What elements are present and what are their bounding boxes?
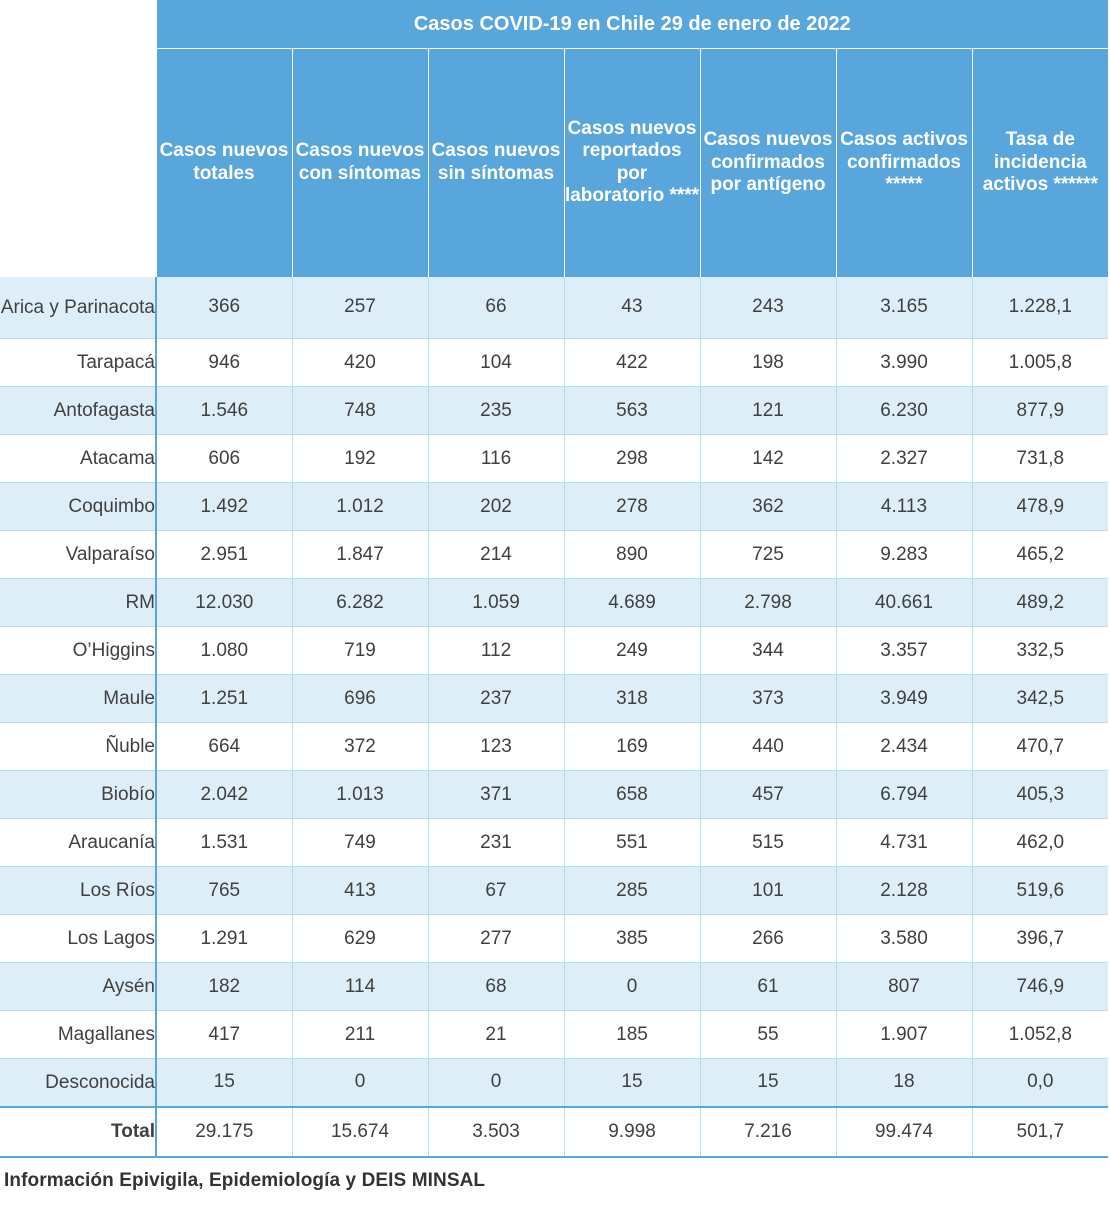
table-cell: 342,5 [972, 675, 1108, 723]
title-row [0, 0, 1108, 49]
table-cell: 112 [428, 627, 564, 675]
table-row [0, 867, 1108, 915]
table-cell: 243 [700, 277, 836, 339]
table-cell: 664 [156, 723, 292, 771]
table-cell: 185 [564, 1011, 700, 1059]
table-cell: 15 [564, 1059, 700, 1107]
table-cell: 278 [564, 483, 700, 531]
table-cell: 3.949 [836, 675, 972, 723]
source-note: Información Epivigila, Epidemiología y DEIS MINSAL [4, 1169, 486, 1191]
table-cell: 746,9 [972, 963, 1108, 1011]
table-cell: 417 [156, 1011, 292, 1059]
table-cell: 1.013 [292, 771, 428, 819]
table-row [0, 531, 1108, 579]
table-cell: 470,7 [972, 723, 1108, 771]
row-header-region: O’Higgins [0, 627, 156, 675]
table-cell: 114 [292, 963, 428, 1011]
table-row [0, 1059, 1108, 1107]
table-cell: 3.580 [836, 915, 972, 963]
table-row [0, 387, 1108, 435]
table-cell: 465,2 [972, 531, 1108, 579]
row-header-region: Antofagasta [0, 387, 156, 435]
table-cell: 1.251 [156, 675, 292, 723]
row-header-region: Arica y Parinacota [0, 277, 156, 339]
table-cell: 373 [700, 675, 836, 723]
total-cell: 15.674 [292, 1107, 428, 1157]
table-cell: 1.907 [836, 1011, 972, 1059]
table-cell: 55 [700, 1011, 836, 1059]
table-cell: 116 [428, 435, 564, 483]
table-cell: 235 [428, 387, 564, 435]
row-header-region: Aysén [0, 963, 156, 1011]
table-cell: 462,0 [972, 819, 1108, 867]
row-header-region: RM [0, 579, 156, 627]
total-cell: 7.216 [700, 1107, 836, 1157]
table-cell: 1.012 [292, 483, 428, 531]
table-row [0, 627, 1108, 675]
row-header-region: Valparaíso [0, 531, 156, 579]
table-cell: 719 [292, 627, 428, 675]
column-header-row [0, 49, 1108, 277]
table-cell: 318 [564, 675, 700, 723]
table-cell: 266 [700, 915, 836, 963]
total-row [0, 1107, 1108, 1157]
table-cell: 61 [700, 963, 836, 1011]
table-cell: 67 [428, 867, 564, 915]
table-cell: 12.030 [156, 579, 292, 627]
column-header-casos-activos-confirmados: Casos activos confirmados ***** [836, 49, 972, 277]
table-cell: 1.546 [156, 387, 292, 435]
table-cell: 1.059 [428, 579, 564, 627]
table-cell: 101 [700, 867, 836, 915]
table-cell: 457 [700, 771, 836, 819]
row-header-region: Biobío [0, 771, 156, 819]
table-cell: 0 [428, 1059, 564, 1107]
table-cell: 169 [564, 723, 700, 771]
total-cell: 29.175 [156, 1107, 292, 1157]
table-cell: 3.165 [836, 277, 972, 339]
table-row [0, 339, 1108, 387]
table-cell: 18 [836, 1059, 972, 1107]
column-header-casos-nuevos-sin-sintomas: Casos nuevos sin síntomas [428, 49, 564, 277]
table-cell: 0,0 [972, 1059, 1108, 1107]
table-cell: 40.661 [836, 579, 972, 627]
table-cell: 405,3 [972, 771, 1108, 819]
table-cell: 2.434 [836, 723, 972, 771]
table-cell: 192 [292, 435, 428, 483]
table-row [0, 819, 1108, 867]
table-row [0, 723, 1108, 771]
table-cell: 43 [564, 277, 700, 339]
table-cell: 1.228,1 [972, 277, 1108, 339]
table-row [0, 1011, 1108, 1059]
table-cell: 123 [428, 723, 564, 771]
table-cell: 658 [564, 771, 700, 819]
table-cell: 3.990 [836, 339, 972, 387]
table-cell: 1.847 [292, 531, 428, 579]
row-header-region: Atacama [0, 435, 156, 483]
table-cell: 749 [292, 819, 428, 867]
table-cell: 696 [292, 675, 428, 723]
table-row [0, 675, 1108, 723]
table-cell: 946 [156, 339, 292, 387]
table-cell: 396,7 [972, 915, 1108, 963]
table-cell: 731,8 [972, 435, 1108, 483]
total-cell: 3.503 [428, 1107, 564, 1157]
table-cell: 725 [700, 531, 836, 579]
table-cell: 1.052,8 [972, 1011, 1108, 1059]
table-cell: 2.128 [836, 867, 972, 915]
table-cell: 606 [156, 435, 292, 483]
table-cell: 68 [428, 963, 564, 1011]
table-cell: 142 [700, 435, 836, 483]
table-cell: 198 [700, 339, 836, 387]
table-cell: 563 [564, 387, 700, 435]
table-cell: 9.283 [836, 531, 972, 579]
table-cell: 249 [564, 627, 700, 675]
table-cell: 0 [292, 1059, 428, 1107]
table-cell: 440 [700, 723, 836, 771]
row-header-region: Los Ríos [0, 867, 156, 915]
row-header-region: Ñuble [0, 723, 156, 771]
column-header-casos-nuevos-confirmados-por-antigeno: Casos nuevos confirmados por antígeno [700, 49, 836, 277]
corner-cell [0, 0, 156, 49]
table-cell: 890 [564, 531, 700, 579]
table-cell: 2.042 [156, 771, 292, 819]
column-header-casos-nuevos-con-sintomas: Casos nuevos con síntomas [292, 49, 428, 277]
table-cell: 182 [156, 963, 292, 1011]
table-cell: 385 [564, 915, 700, 963]
table-cell: 237 [428, 675, 564, 723]
row-header-region: Maule [0, 675, 156, 723]
table-cell: 6.282 [292, 579, 428, 627]
table-row [0, 963, 1108, 1011]
row-header-region: Tarapacá [0, 339, 156, 387]
table-cell: 0 [564, 963, 700, 1011]
table-cell: 202 [428, 483, 564, 531]
table-cell: 489,2 [972, 579, 1108, 627]
table-cell: 371 [428, 771, 564, 819]
table-cell: 214 [428, 531, 564, 579]
table-cell: 629 [292, 915, 428, 963]
table-cell: 231 [428, 819, 564, 867]
row-header-region: Coquimbo [0, 483, 156, 531]
table-cell: 372 [292, 723, 428, 771]
table-row [0, 277, 1108, 339]
table-cell: 420 [292, 339, 428, 387]
table-cell: 257 [292, 277, 428, 339]
table-cell: 21 [428, 1011, 564, 1059]
row-header-region: Los Lagos [0, 915, 156, 963]
table-body [0, 277, 1108, 1157]
table-row [0, 483, 1108, 531]
table-cell: 3.357 [836, 627, 972, 675]
row-header-region: Araucanía [0, 819, 156, 867]
table-cell: 877,9 [972, 387, 1108, 435]
table-cell: 15 [700, 1059, 836, 1107]
table-cell: 2.798 [700, 579, 836, 627]
table-cell: 332,5 [972, 627, 1108, 675]
table-cell: 6.230 [836, 387, 972, 435]
table-head [0, 0, 1108, 277]
total-cell: 501,7 [972, 1107, 1108, 1157]
table-cell: 1.291 [156, 915, 292, 963]
table-cell: 4.731 [836, 819, 972, 867]
table-cell: 211 [292, 1011, 428, 1059]
table-cell: 362 [700, 483, 836, 531]
table-cell: 1.531 [156, 819, 292, 867]
table-cell: 1.492 [156, 483, 292, 531]
table-cell: 4.113 [836, 483, 972, 531]
total-label: Total [0, 1107, 156, 1157]
total-cell: 99.474 [836, 1107, 972, 1157]
corner-cell-2 [0, 49, 156, 277]
table-cell: 121 [700, 387, 836, 435]
table-cell: 422 [564, 339, 700, 387]
table-cell: 285 [564, 867, 700, 915]
table-cell: 15 [156, 1059, 292, 1107]
table-cell: 1.005,8 [972, 339, 1108, 387]
total-cell: 9.998 [564, 1107, 700, 1157]
table-cell: 765 [156, 867, 292, 915]
table-cell: 344 [700, 627, 836, 675]
row-header-region: Magallanes [0, 1011, 156, 1059]
table-cell: 277 [428, 915, 564, 963]
table-cell: 104 [428, 339, 564, 387]
table-cell: 298 [564, 435, 700, 483]
table-row [0, 435, 1108, 483]
table-cell: 2.951 [156, 531, 292, 579]
table-cell: 66 [428, 277, 564, 339]
table-row [0, 579, 1108, 627]
table-cell: 478,9 [972, 483, 1108, 531]
table-row [0, 915, 1108, 963]
table-cell: 519,6 [972, 867, 1108, 915]
table-cell: 1.080 [156, 627, 292, 675]
row-header-region: Desconocida [0, 1059, 156, 1107]
table-cell: 515 [700, 819, 836, 867]
table-row [0, 771, 1108, 819]
column-header-casos-nuevos-reportados-por-laboratorio: Casos nuevos reportados por laboratorio **** [564, 49, 700, 277]
table-cell: 807 [836, 963, 972, 1011]
table-cell: 2.327 [836, 435, 972, 483]
table-title: Casos COVID-19 en Chile 29 de enero de 2022 [156, 0, 1108, 49]
table-cell: 4.689 [564, 579, 700, 627]
table-cell: 413 [292, 867, 428, 915]
table-cell: 366 [156, 277, 292, 339]
column-header-casos-nuevos-totales: Casos nuevos totales [156, 49, 292, 277]
table-cell: 748 [292, 387, 428, 435]
table-cell: 6.794 [836, 771, 972, 819]
column-header-tasa-de-incidencia-activos: Tasa de incidencia activos ****** [972, 49, 1108, 277]
table-cell: 551 [564, 819, 700, 867]
